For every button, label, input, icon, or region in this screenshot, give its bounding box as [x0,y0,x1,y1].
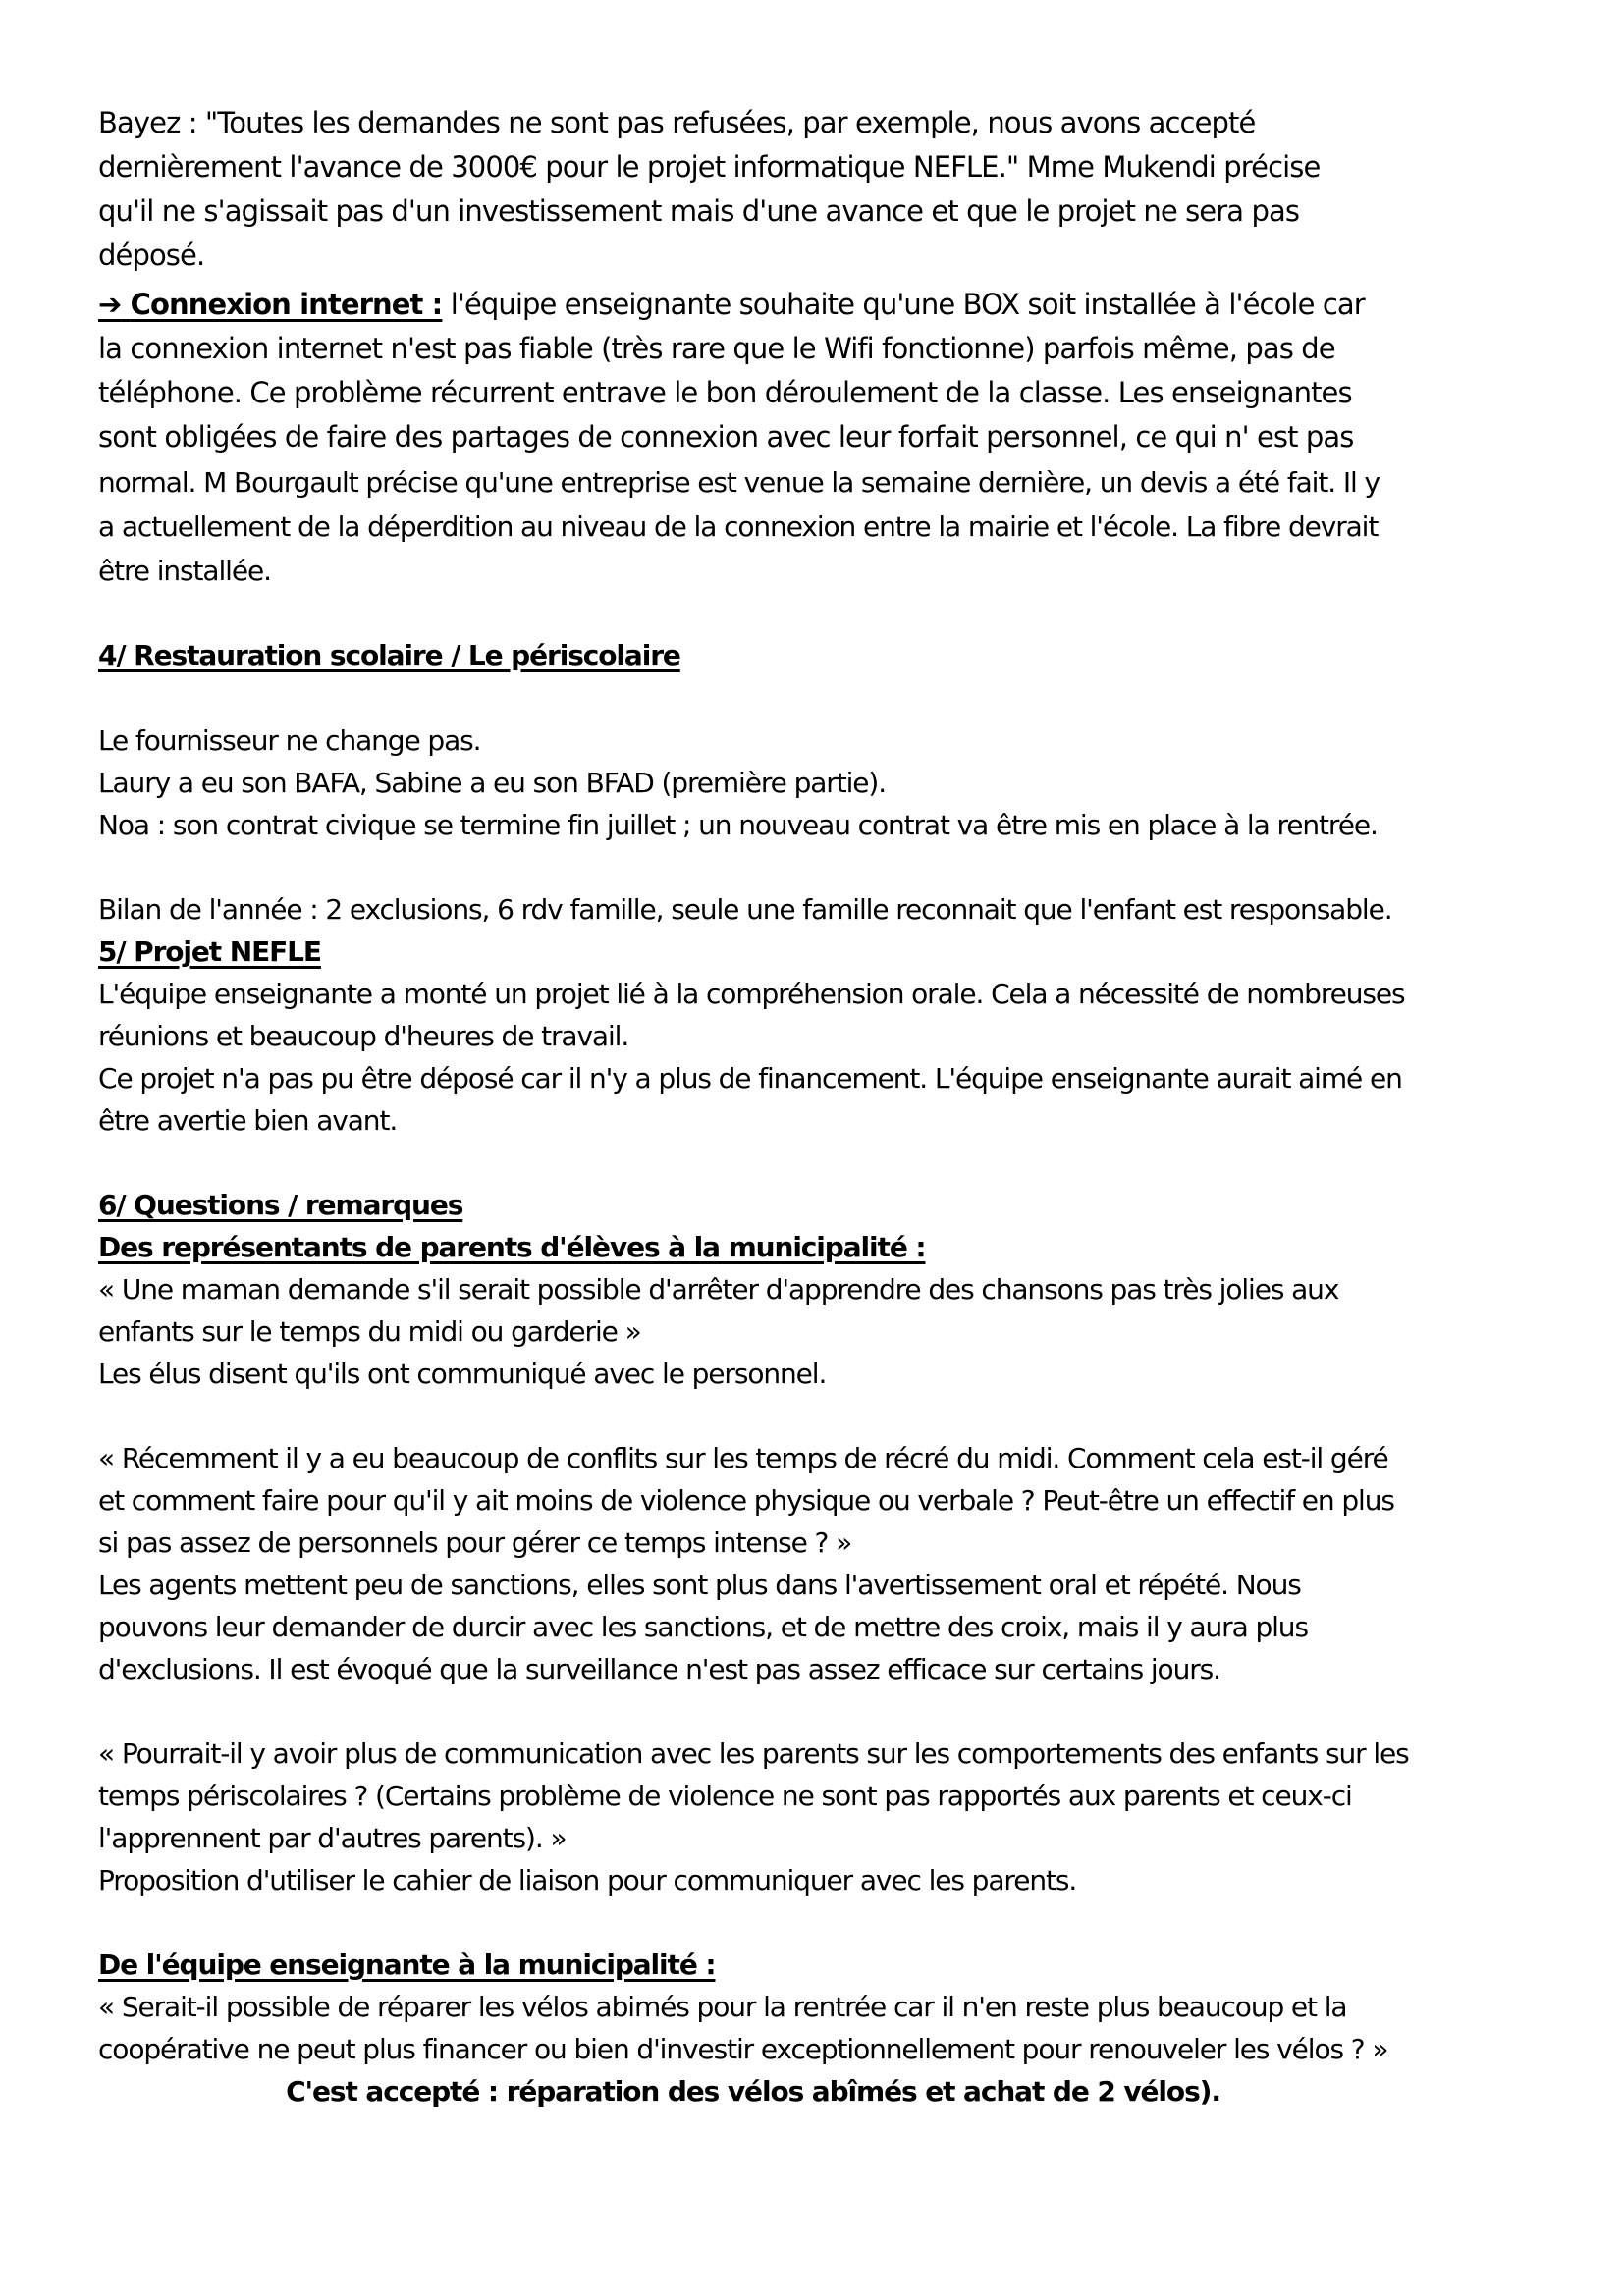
conclusion-accepted: C'est accepté : réparation des vélos abîmés et achat de 2 vélos). [286,2075,1220,2108]
section-heading-questions: 6/ Questions / remarques [98,1189,463,1221]
text-line: Ce projet n'a pas pu être déposé car il n'y a plus de financement. L'équipe enseignante aurait aimé en [98,1062,1402,1095]
text-line: Noa : son contrat civique se termine fin juillet ; un nouveau contrat va être mis en place à la rentrée. [98,809,1378,841]
text-line: Laury a eu son BAFA, Sabine a eu son BFAD (première partie). [98,767,887,799]
text-line: être avertie bien avant. [98,1104,398,1137]
subheading-parents: Des représentants de parents d'élèves à la municipalité : [98,1231,926,1263]
text-line: la connexion internet n'est pas fiable (très rare que le Wifi fonctionne) parfois même, pas de [98,332,1335,365]
section-heading-projet-nefle: 5/ Projet NEFLE [98,935,321,968]
text-line: d'exclusions. Il est évoqué que la surveillance n'est pas assez efficace sur certains jours. [98,1653,1220,1685]
connexion-paragraph-first-line [98,285,1365,324]
text-line: L'équipe enseignante a monté un projet lié à la compréhension orale. Cela a nécessité de nombreuses [98,978,1405,1010]
text-line: Les élus disent qu'ils ont communiqué avec le personnel. [98,1358,827,1390]
text-line: normal. M Bourgault précise qu'une entreprise est venue la semaine dernière, un devis a été fait. Il y [98,466,1380,499]
section-heading-restauration: 4/ Restauration scolaire / Le périscolaire [98,639,680,671]
text-line: téléphone. Ce problème récurrent entrave le bon déroulement de la classe. Les enseignantes [98,376,1352,409]
text-line: qu'il ne s'agissait pas d'un investissement mais d'une avance et que le projet ne sera pas [98,194,1300,228]
text-line: si pas assez de personnels pour gérer ce temps intense ? » [98,1526,852,1559]
connexion-label [98,288,442,321]
connexion-label-text: Connexion internet : [130,288,443,321]
text-line: l'équipe enseignante souhaite qu'une BOX soit installée à l'école car [442,288,1365,321]
text-line: être installée. [98,555,271,587]
text-line: Bilan de l'année : 2 exclusions, 6 rdv famille, seule une famille reconnait que l'enfant est responsable. [98,893,1392,926]
subheading-teachers: De l'équipe enseignante à la municipalité : [98,1949,716,1981]
text-line: réunions et beaucoup d'heures de travail. [98,1020,629,1052]
text-line: Les agents mettent peu de sanctions, elles sont plus dans l'avertissement oral et répété. Nous [98,1569,1301,1601]
text-line: l'apprennent par d'autres parents). » [98,1822,567,1854]
text-line: sont obligées de faire des partages de connexion avec leur forfait personnel, ce qui n' est pas [98,420,1354,454]
text-line: temps périscolaires ? (Certains problème de violence ne sont pas rapportés aux parents et ceux-ci [98,1780,1352,1812]
text-line: « Serait-il possible de réparer les vélos abimés pour la rentrée car il n'en reste plus beaucoup et la [98,1991,1347,2023]
arrow-right-icon: ➔ [98,288,122,321]
text-line: Le fournisseur ne change pas. [98,724,481,757]
text-line: Proposition d'utiliser le cahier de liaison pour communiquer avec les parents. [98,1864,1077,1896]
text-line: pouvons leur demander de durcir avec les sanctions, et de mettre des croix, mais il y aura plus [98,1611,1308,1643]
text-line: « Récemment il y a eu beaucoup de conflits sur les temps de récré du midi. Comment cela est-il géré [98,1442,1388,1474]
text-line: coopérative ne peut plus financer ou bien d'investir exceptionnellement pour renouveler les vélos ? » [98,2033,1388,2065]
text-line: « Pourrait-il y avoir plus de communication avec les parents sur les comportements des enfants sur les [98,1737,1409,1770]
text-line: Bayez : "Toutes les demandes ne sont pas refusées, par exemple, nous avons accepté [98,106,1256,139]
text-line: déposé. [98,239,205,272]
text-line: et comment faire pour qu'il y ait moins de violence physique ou verbale ? Peut-être un effectif en plus [98,1484,1394,1517]
text-line: « Une maman demande s'il serait possible d'arrêter d'apprendre des chansons pas très jolies aux [98,1273,1339,1306]
text-line: a actuellement de la déperdition au niveau de la connexion entre la mairie et l'école. La fibre devrait [98,510,1379,543]
text-line: enfants sur le temps du midi ou garderie » [98,1315,641,1348]
text-line: dernièrement l'avance de 3000€ pour le projet informatique NEFLE." Mme Mukendi précise [98,150,1321,184]
